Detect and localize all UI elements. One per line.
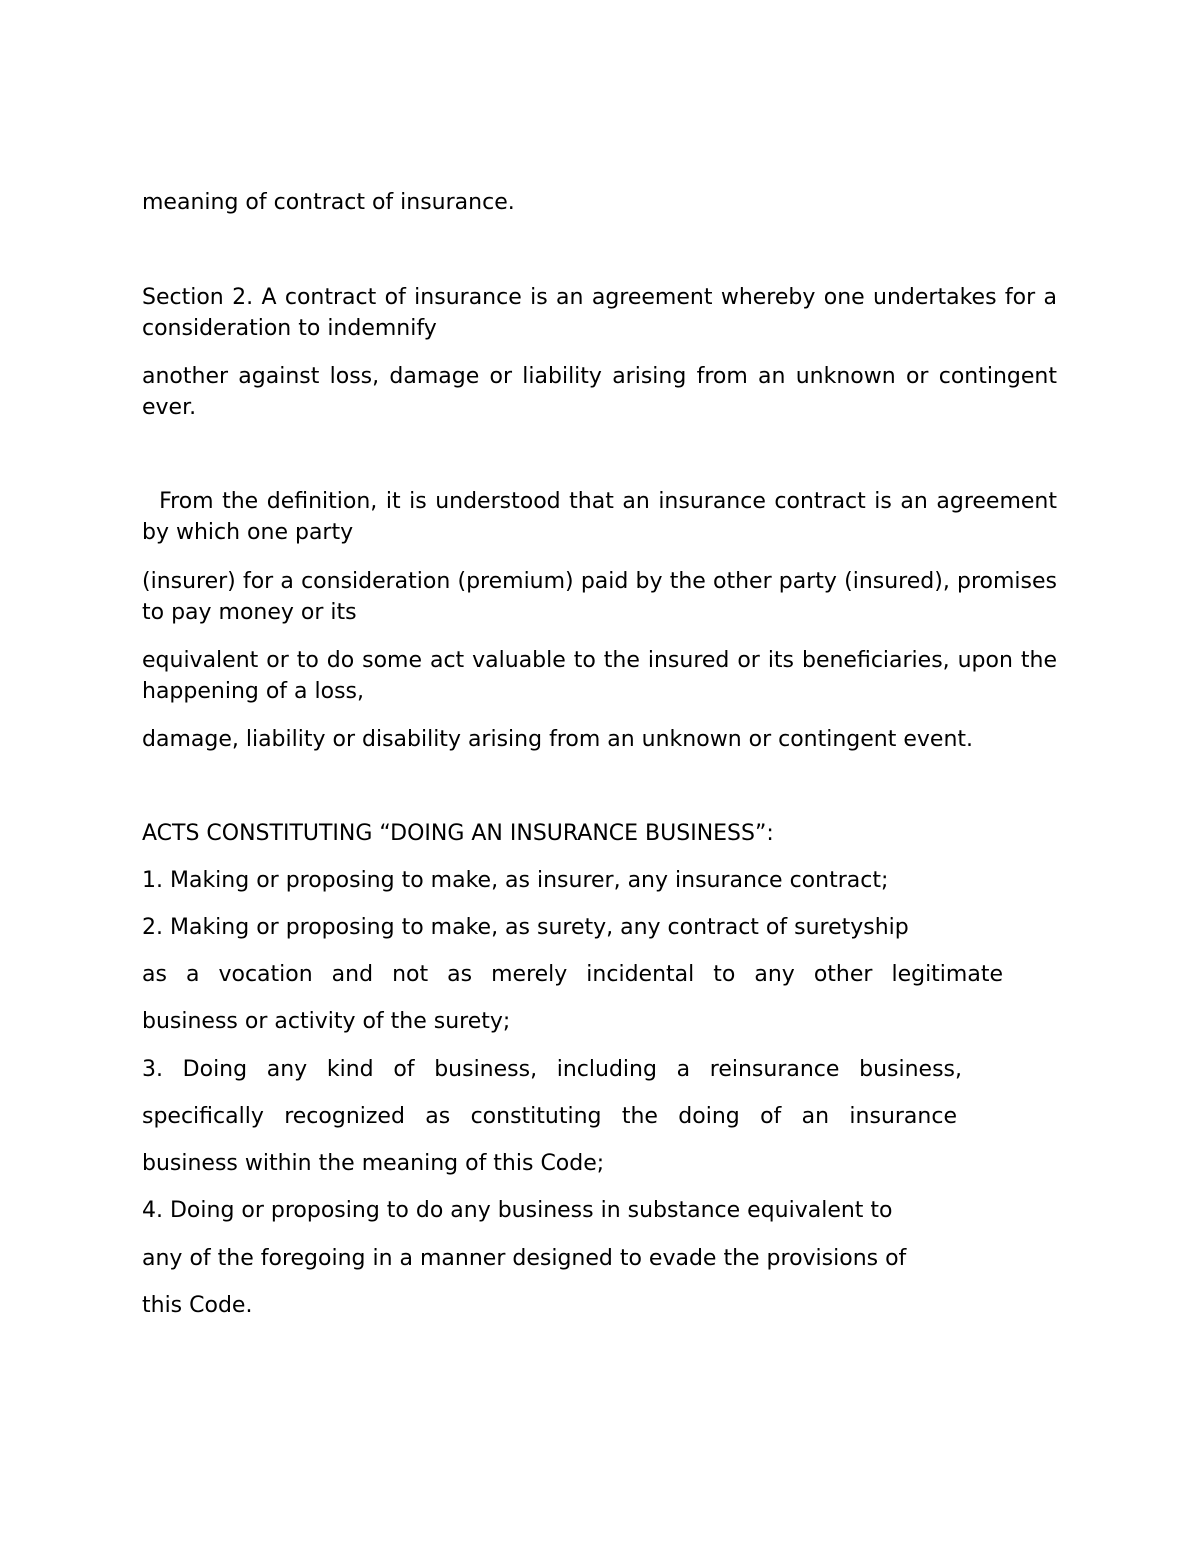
acts-line: specifically recognized as constituting the doing of an insurance xyxy=(142,1104,957,1129)
definition-paragraph-2: (insurer) for a consideration (premium) paid by the other party (insured), promises to pay money or its xyxy=(142,569,1057,625)
acts-heading: ACTS CONSTITUTING “DOING AN INSURANCE BUSINESS”: xyxy=(142,821,774,846)
acts-line: this Code. xyxy=(142,1293,253,1318)
acts-line: as a vocation and not as merely incidental to any other legitimate xyxy=(142,962,1003,987)
acts-line: business within the meaning of this Code; xyxy=(142,1151,605,1176)
acts-line: 4. Doing or proposing to do any business in substance equivalent to xyxy=(142,1198,893,1223)
acts-line: business or activity of the surety; xyxy=(142,1009,511,1034)
section-2-continuation: another against loss, damage or liability arising from an unknown or contingent ever. xyxy=(142,364,1057,420)
acts-line: any of the foregoing in a manner designed to evade the provisions of xyxy=(142,1246,907,1271)
acts-line: 2. Making or proposing to make, as surety, any contract of suretyship xyxy=(142,915,909,940)
acts-line: 3. Doing any kind of business, including a reinsurance business, xyxy=(142,1057,962,1082)
definition-paragraph-1: From the definition, it is understood that an insurance contract is an agreement by which one party xyxy=(142,489,1064,545)
section-2-paragraph: Section 2. A contract of insurance is an agreement whereby one undertakes for a consideration to indemnify xyxy=(142,285,1057,341)
definition-paragraph-3: equivalent or to do some act valuable to the insured or its beneficiaries, upon the happening of a loss, xyxy=(142,648,1057,704)
heading-line: meaning of contract of insurance. xyxy=(142,190,515,215)
definition-paragraph-4: damage, liability or disability arising from an unknown or contingent event. xyxy=(142,727,974,752)
acts-line: 1. Making or proposing to make, as insurer, any insurance contract; xyxy=(142,868,889,893)
